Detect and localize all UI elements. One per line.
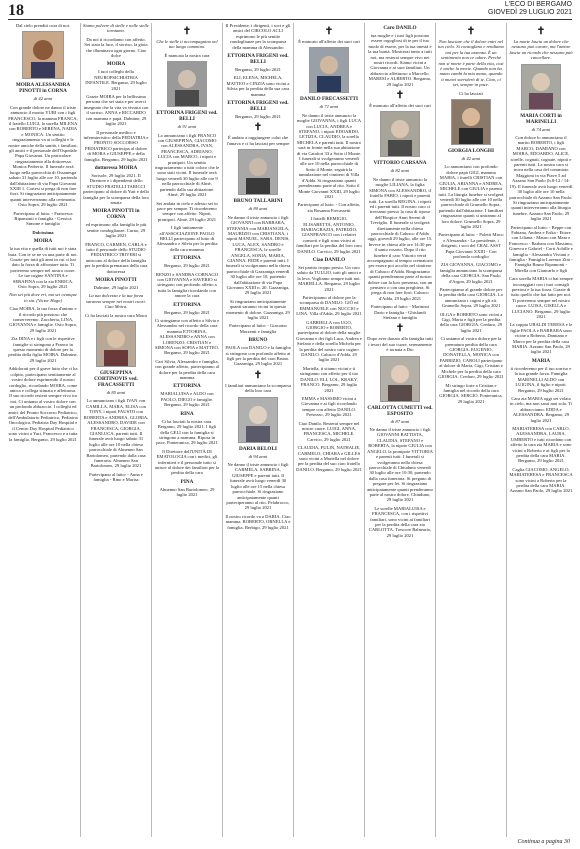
portrait-photo — [167, 61, 207, 107]
notice-text: Il Presidente, i dirigenti, i soci e gli amici del CIRCOLO ACLI esprimono le più sentite condoglianze per la scomparsa della mamma di Alessandro — [225, 23, 291, 50]
deceased-name: BRUNO — [248, 337, 268, 344]
notice-text: È mancata la nostra cara — [164, 52, 210, 58]
notice-text: ti ricorderemo per il tuo sorriso e la tua grande forza. Famiglia MARINELLI ALDO con LUIGINA, il figlio e nipoti. Bergamo, 29 luglio 2021 — [510, 365, 572, 393]
notice-text: Ciao Danilo. Resterai sempre nel nostro cuore. LUIGI, ANNA, FRANCESCA, MICHELE. Carvico, 29 luglio 2021 — [298, 420, 360, 442]
quote-text: La morte lascia un dolore che nessuno può curare, ma l'amore lascia un ricordo che nessuno può cancellare. — [509, 39, 573, 61]
column-divider — [506, 23, 507, 837]
notice-text: la tua vita e quella di tutti noi è stata buia. Con te se ne va una parte di noi. Grazie per tutti gli anni in cui ci hai dato la forza di affrontare tutto. Ti porteremo sempre nel nostro cuore. Le tue cugine SANTINA e SERAFINA con la zia ENRICA. Osio Sopra, 29 luglio 2021 — [8, 246, 78, 289]
notice-text: EMMA e MASSIMO vicini a Giovanna e ai figli ricordando sempre con affetto DANILO. Presezzo, 29 luglio 2021 — [301, 395, 357, 418]
notice-text: OLGA e ROBERTO sono vicini a Gigi, Maria e figli per la perdita della cara GIORGIA. Credaro, 29 luglio 2021 — [439, 311, 503, 333]
section-heading: Dolcissima — [32, 229, 54, 235]
column-divider — [293, 23, 294, 837]
deceased-name: ETTORINA FRIGENI ved. BELLI — [227, 100, 289, 113]
paper-name: L'ECO DI BERGAMO — [504, 1, 572, 8]
notice-text: PAOLA con DANILO e la famiglia si stringono con profondo affetto ai figli per la perdita del caro Bruno. Gazzaniga, 29 luglio 2021 — [225, 345, 291, 367]
notice-text: Ne danno il triste annuncio i figli GIOVANNI con BARBARA, STEFANIA con MARIANGELA, MAURIZIO con CRISTIANA, i nipoti MANUEL, SARA, DENIS, LUCA, ALEX, SANDRO e FRANCESCA, le sorelle ANGELA, SONIA, MARIA, GIANNA, FEDE e parenti tutti. I funerali si svolgeranno nella chiesa parrocchiale di Gazzaniga venerdì 30 luglio alle ore 10, partendo dall'abitazione di via Papa Giovanni XXIII n. 20. Gazzaniga, 29 luglio 2021 — [225, 214, 291, 296]
notice-text: Ne danno il triste annuncio i figli CARMELA, SABRINA, GIUSEPPE e parenti tutti. Il funerale avrà luogo venerdì 30 luglio alle ore 15 nella chiesa parrocchiale. Si ringraziano anticipatamente quanti parteciperanno al rito. Pelabrocco, 29 luglio 2021 — [226, 462, 290, 511]
deceased-name: MOIRA — [33, 238, 53, 245]
notice-text: Bergamo, 29 luglio 2021 — [235, 67, 281, 73]
deceased-name: BRUNO TALLARINI — [233, 198, 283, 205]
notice-text: Bergamo, 29 luglio 2021 — [235, 114, 281, 120]
notice-text: Lo annunciano i figli FRANCO con GIUSEPPINA, GIACOMO con ALESSANDRA, IVAN, FRANCESCA, ADRIANO, LUCIA con MARCO, i nipoti e pronipoti. Un sentito ringraziamento a tutti coloro che le sono stati vicini. Il funerale avrà luogo venerdì 30 luglio alle ore 9 nella parrocchiale di Almè, partendo dalla sua abitazione. Almè, 29 luglio 2021 — [154, 132, 220, 198]
notice-text: Mi stringo forte a Cristian e famiglia nel ricordo della cara GIORGIA. SERGIO. Ponteranica, 29 luglio 2021 — [439, 382, 503, 404]
deceased-name: MOIRA PINOTTI in CORNA — [92, 208, 140, 221]
portrait-photo — [380, 111, 420, 157]
notice-text: GABRIELLA con UGO, GIORGIO e ROBERTO, partecipano al dolore della moglie Giovanna e dei figli Luca, Andrea e Stefano e della sorella Michela per la perdita del nostro caro cugino DANILO. Calusco d'Adda, 29 luglio 2021 — [296, 319, 362, 363]
deceased-name: GIORGIA LONGHI — [448, 148, 494, 155]
deceased-age: di 85 anni — [106, 390, 126, 396]
column-5 — [296, 23, 362, 835]
participants-text: Partecipano al lutto: - Beppe con Fabiana, Andrea e Erika - Ettore con Liliana - Mauro con Mara e Francesco - Barbara con Massimo, Ginevra e Gabriel - Corti Achille e famiglia - Alessandra Viviani e famiglia - Famiglia Lorenzo Zini - Famiglia Bruno Ripamonti - Mirella con Giancarlo e figli — [509, 224, 573, 273]
notice-text: Ci ha lasciati — [459, 90, 483, 96]
deceased-name: ETTORINA FRIGENI ved. BELLI — [156, 110, 218, 123]
masthead — [488, 1, 572, 17]
notice-text: Partecipiamo al grande dolore per la perdita della cara GIORGIA. Lo annunciano i cugini e gli zii. Grumello Sopra, 29 luglio 2021 — [438, 287, 504, 309]
deceased-age: di 74 anni — [531, 126, 551, 132]
column-3 — [154, 23, 220, 835]
cross-icon: ✝ — [324, 26, 334, 37]
notice-text: Almenno San Bartolomeo, 29 luglio 2021 — [159, 486, 215, 498]
notice-text: Ci stringiamo con affetto a Silvia e Alessandro nel ricordo della cara mamma ETTORINA. ALESSANDRO e ANNA con LORENZO, CRISTIAN e SIMONA con SOFIA e MATTEO. Bergamo, 29 luglio 2021 — [154, 318, 220, 356]
deceased-name: ETTORINA — [173, 255, 201, 262]
cross-icon: ✝ — [182, 26, 192, 37]
column-divider — [222, 23, 223, 837]
notice-text: Si ringraziano anticipatamente quanti saranno vicini in questo momento di dolore. Gazzaniga, 29 luglio 2021 — [226, 298, 290, 320]
page-number: 18 — [8, 2, 24, 19]
notice-text: Ne danno il triste annuncio i figli GIOVANNI BATTISTA, CLAUDIA, STEFANO e ROBERTA, la nipote GIULIA con ANGELO, la pronipote VITTORIA e parenti tutti. I funerali si svolgeranno nella chiesa parrocchiale di Chiuduno venerdì 30 luglio alle ore 10:30, partendo dalla casa funeraria. Si pregano di pregare per lei. Si ringraziano anticipatamente quanti prenderanno parte al nostro dolore. Chiuduno, 29 luglio 2021 — [367, 427, 433, 503]
cross-icon: ✝ — [253, 122, 263, 134]
notice-text: Cara sorella MARIA ci hai sempre incoraggiati con i tuoi consigli preziosi e la tua forza. Grazie di tutto quello che hai fatto per noi. Ti porteremo sempre nel nostro cuore. LUISA, GISELLA e LUCIANO. Bergamo, 29 luglio 2021 — [509, 276, 573, 320]
continued-notice: Continua a pagina 30 — [517, 839, 570, 845]
notice-text: FRANCO, CARMEN, CARLA e tutto il personale dello STUDIO PEDIATRICO TRIVERI si uniscono al dolore della famiglia per la perdita prematura della cara dottoressa — [84, 241, 148, 274]
notice-text: È mancato all'affetto dei suoi cari — [298, 39, 360, 44]
notice-text: Con grande dolore ne danno il triste annuncio il marito YURI con i figli FRANCESCO, la mamma FRANCA, il fratello LUIGI, la sorella MILENA con ROBERTO e SERENA, NADIA e MONICA. Un sentito ringraziamento va ai colleghi e le nostre amiche della sanità, i familiari, gli amici e il personale dell'Ospedale Papa Giovanni. Un particolare ringraziamento alla dottoressa Monica Pedrerio. Il funerale avrà luogo nella parrocchia di Ossanesga sabato 31 luglio alle ore 10, partendo dall'abitazione di via Papa Giovanni XXIII 1. Cortesi si prega di non fare fiori. Si ringraziano anticipatamente quanti interverranno alla cerimonia. Osio Sopra, 29 luglio 2021 — [8, 104, 78, 208]
notice-text: Sei partito troppo presto. Un caro saluto da TULLIO, tutti gli amici e la leva. Vogliamo sempre tutti noi. MARIELLA. Bergamo, 29 luglio 2021 — [296, 264, 362, 292]
notice-text: Ci ha lasciati la nostra cara Moira — [85, 312, 147, 318]
portrait-photo — [96, 321, 136, 367]
deceased-name: GIUSEPPINA CORTINOVIS ved. FRACASSETTI — [94, 370, 138, 389]
quote-text: Siamo polvere di stelle e nelle stelle torniamo. — [83, 23, 149, 34]
deceased-age: di 94 anni — [248, 453, 268, 459]
cross-icon: ✝ — [536, 26, 546, 37]
quote-text: Che le stelle ti accompagnino nel tuo lungo cammino. — [156, 39, 218, 50]
deceased-age: di 42 anni — [461, 156, 481, 162]
quote-text: La tua dolcezza e la tua forza saranno sempre nei nostri cuori. Ciao Moira. — [86, 293, 146, 310]
cross-icon: ✝ — [395, 323, 405, 335]
deceased-age: di 82 anni — [390, 168, 410, 174]
deceased-name: Ciao DANILO — [312, 256, 346, 263]
page-header — [0, 0, 580, 22]
notice-text: Da noi ti ricordiamo con affetto. Sei stata la luce, il sorriso, la gioia che illuminava ogni giorno. Ciao dolce — [84, 36, 148, 59]
portrait-photo — [309, 47, 349, 93]
column-divider — [80, 23, 81, 837]
column-6 — [367, 23, 433, 835]
deceased-age: di 71 anni — [319, 104, 339, 110]
notice-text: Ne danno il triste annuncio la moglie LILIANA, la figlia SIMONA con ALESSANDRO, il fratello FABIO, i nipoti e parenti tutti. La sorella REGINA, i nipoti ed i parenti tutti. Il nostro caro ci troviamo presso la casa di riposo dell'Hospice Anni Sereni di Treviglio. Il funerale si svolgerà direttamente nella chiesa parrocchiale di Calusco d'Adda oggi, giovedì 29 luglio, alle ore 15. Invece in chiesa alle ore 14:30 per il santo rosario. Dopo il rito funebre il caro Vittorio verrà accompagnato al tempio crematorio per essere poi accolto nel cimitero di Calusco d'Adda. Ringraziamo quanti prenderanno parte al nostro dolore con la loro presenza, con un pensiero o con una preghiera. Si prega di non fare fiori. Calusco d'Adda, 29 luglio 2021 — [367, 176, 433, 301]
deceased-name: MOIRA ALESSANDRA PINOTTI in CORNA — [15, 82, 71, 95]
notice-text: Bergamo, 29 luglio 2021 — [164, 263, 210, 269]
deceased-name: ETTORINA — [173, 383, 201, 390]
notice-text: Le sorelle MARIALUISA e FRANCESCA, con i rispettivi familiari, sono vicini ai familiari per la perdita della cara zia CARLOTTA. Trescore Balneario, 29 luglio 2021 — [368, 505, 432, 538]
notice-text: Bergamo, 29 luglio 2021 — [164, 309, 210, 315]
portrait-photo — [451, 99, 491, 145]
deceased-name: RINA — [180, 410, 194, 417]
deceased-name: DARIA BELOLI — [239, 445, 277, 452]
notice-text: I figli unitamente all'ASSOCIAZIONE PAOLO BELLI partecipano al lutto di Alessandro e Silvia per la perdita della cara mamma — [156, 225, 218, 252]
deceased-name: Caro DANILO — [383, 25, 417, 31]
deceased-name: DANILO FRECASSETTI — [299, 96, 359, 103]
deceased-name: MOIRA PINOTTI — [95, 277, 137, 284]
participants-text: Partecipano al lutto: - Marinoni Dario e famiglia - Ghislandi Stefano e famiglia — [371, 304, 429, 321]
column-4 — [225, 23, 291, 835]
notice-text: Zia DINA e i figli con le rispettive famiglie si stringono a Franco in questo momento di dolore per la perdita della figlia MOIRA. Dalmine, 29 luglio 2021 — [8, 336, 78, 363]
notice-text: Lo annunciano i figli IVAN con CAMILLA, MARA, ELISA con TONY, i nipoti FAUSTO con ROBERTA e ANDREA, GLORIA, ALESSANDRO, DAVIDE con FRANCESCA, GIORGIA, GIANLUCA, parenti tutti. Il funerale avrà luogo sabato 31 luglio alle ore 10 nella chiesa parrocchiale di Almenno San Bartolomeo, partendo dalla casa funeraria. Almenno San Bartolomeo, 29 luglio 2021 — [83, 398, 149, 469]
notice-text: Ne danno il triste annuncio la moglie GIOVANNA, i figli LUCA con LUCIA, ANDREA e STEFANO, i nipoti EDOARDO, LETIZIA, CLAUDIO, la sorella MICHELA e parenti tutti. Il nostro sarà in fronte nella sua abitazione di via Catafori 33 a Sotto il Monte. I funerali si svolgeranno venerdì alle ore 10 nella parrocchiale di Sotto il Monte, seguirà la tumulazione nel cimitero di Villa d'Adda. Si ringraziano quanti prenderanno parte al rito. Sotto il Monte Giovanni XXIII, 29 luglio 2021 — [296, 112, 362, 199]
deceased-name: MOIRA — [106, 61, 126, 68]
portrait-photo — [238, 149, 278, 195]
column-2 — [83, 23, 149, 835]
notice-text: I tuoi colleghi della NEUROPSICHIATRIA INFANTILE. Bergamo, 29 luglio 2021 — [85, 69, 147, 91]
deceased-name: MARIA — [531, 357, 551, 364]
cross-icon: ✝ — [253, 369, 263, 381]
notice-text: ed esprimono alla famiglia le più sentite condoglianze. Curno, 29 luglio 2021 — [85, 222, 147, 239]
issue-date: GIOVEDÌ 29 LUGLIO 2021 — [487, 9, 572, 16]
participants-text: Partecipano al lutto: - Poletti Mirco e Alessandra - La presidente, i dirigenti, i soci del CRAL ASST Papa Giovanni XXIII - Con profondo cordoglio — [438, 232, 504, 259]
portrait-photo — [22, 31, 64, 79]
column-divider — [435, 23, 436, 837]
notice-text: Dopo aver donato alla famiglia tutti i tesori del suo cuore, serenamente è tornata a Dio — [367, 336, 433, 353]
deceased-age: di 80 anni — [248, 206, 268, 212]
notice-text: Addolorati per il grave lutto che ci ha colpito, partecipano sentitamente al vostro dolore esprimendo il nostro cordoglio, ricordando MOIRA, come amica e collega stimata e affettuosa. Il suo ricordo resterà sempre vivo tra noi. Ci uniamo al vostro dolore con un profondo abbraccio. I colleghi ed amici del Pronto Soccorso Pediatrico, dell'Ambulatorio Pediatrico, Pediatria Oncologica, Pediatria Day Hospital e il Centro Day Hospital Pediatrico sono vicini a Yuri, Francesco e a tutta la famiglia. Bergamo, 29 luglio 2021 — [8, 366, 78, 442]
quote-text: Non lasciare che il dolore entri nel tuo cielo. Si consoglano e rendiamo noi per la tua assenza. È un sentimento non ce odore. Perché non si morte è parte della vita, così è anche la morte. Quando non ha mano cambi la mia mano, quando ti muovi sorriderò di te. Ciao, ci sei, sempre in pace. — [438, 39, 504, 88]
deceased-name: CARLOTTA CUMETTI ved. ESPOSITO — [367, 404, 433, 417]
notice-text: È andato a raggiungere colui che l'amava e ci ha lasciati per sempre — [226, 135, 290, 146]
column-8 — [509, 23, 573, 835]
notice-text: Sorisole, 29 luglio 2021. Il Direttore e i dipendenti dello STUDIO FRATELLI TARICCI partecipano al dolore di Yuri e della famiglia per la scomparsa della loro amata — [83, 172, 149, 205]
notice-text: Con dolore lo annunciano il marito ROBERTO, i figli MARCO, DAMIANO con MOIRA, EDOARDO, ALICE, sorelle, cognati, cognate, nipoti e parenti tutti. La nostra cara si trova nella casa del commiato Maggioni in via Piave 5 ad Azzano San Paolo (h.8-12 / 14-19). Il funerale avrà luogo venerdì 30 luglio alle ore 10 nella parrocchiale di Azzano San Paolo. Si ringraziano anticipatamente quanti interverranno alla liturgia funebre. Azzano San Paolo, 29 luglio 2021 — [509, 135, 573, 222]
notice-text: MARIALUISA e ALDO con PAOLO, DIEGO e famiglie. Bergamo, 29 luglio 2021 — [160, 391, 214, 408]
notice-text: Grazie MOIRA per la bellissima persona che sei stata e per averci insegnato che la vita va vissuta con il sorriso. ANNA e RICCARDO con mamma e papà. Dalmine, 29 luglio 2021 — [83, 94, 149, 127]
participants-text: Partecipano al lutto: - Anna e famiglia - Rino e Marisa — [89, 471, 143, 483]
notice-text: Il Direttore dell'UNITÀ DI EMATOLOGIA con i medici, gli infermieri e il personale tutto si unisce al dolore dei familiari per la perdita della cara — [154, 448, 220, 476]
portrait-photo — [238, 397, 278, 443]
column-divider — [151, 23, 152, 837]
participants-text: Partecipano al lutto: - Francesca Ripamonti e famiglia - Gessica Simone e famiglia — [13, 210, 73, 227]
portrait-photo — [380, 356, 420, 402]
notice-text: Ciao MOIRA, la tua forza d'animo e il ricordo più prezioso che conserveremo. Zaccheria, LINA, GIOVANNA e famiglie. Osio Sopra, 29 luglio 2021 — [9, 306, 77, 333]
notice-text: Ci uniamo al vostro dolore per la prematura perdita della cara GIORGIA. EUGENIO, DONATELLA, MONICA con FABRIZIO, CAROLI partecipano al dolore di Maria, Gigi, Cristian e Michele per la perdita della cara GIORGIA. Credaro, 29 luglio 2021 — [438, 336, 504, 380]
notice-text: CLAUDIA, FULIN, NATHALIE, CARMELO, CHIARA e GILLES sono vicini a Mariella nel dolore per la perdita del suo caro fratello DANILO. Bergamo, 29 luglio 2021 — [296, 445, 362, 472]
participants-text: Partecipano al lutto: - Giacomo Morzenti e famiglia — [229, 323, 287, 334]
column-divider — [364, 23, 365, 837]
cross-icon: ✝ — [395, 90, 405, 102]
notice-text: Caglia GIACOMO, ANGELO, MARIATERESA e FRANCESCA sono vicini a Roberto per la perdita della cara MARIA. Azzano San Paolo, 29 luglio 2021 — [509, 466, 573, 494]
notice-text: La coppia UBALDI TERESA e le figlie PAOLA e BARBARA sono vicine a Roberto, Damiano e Marco per la perdita della cara MARIA. Azzano San Paolo, 29 luglio 2021 — [509, 322, 573, 355]
notice-text: Il personale medico e infermieristico della PEDIATRIA e PRONTO SOCCORSO PEDIATRICO partecipa al dolore di MORA e GIUSEPPE e della famiglia. Bergamo, 29 luglio 2021 — [83, 129, 149, 162]
deceased-age: di 42 anni — [33, 96, 53, 102]
notice-text: È mancato all'affetto dei suoi cari — [369, 103, 431, 109]
deceased-age: di 91 anni — [177, 124, 197, 130]
portrait-photo — [521, 64, 561, 110]
notice-text: Cara zia MARIA oggi sei volata in cielo, ma non sarai mai sola. Ti abbracciamo. EDDA e ALESSANDRA. Bergamo, 29 luglio 2021 — [509, 395, 573, 423]
quote-text: Non sei più dove eri, ma sei ovunque io sia. (Victor Hugo) — [9, 292, 77, 303]
deceased-name: ETTORINA — [173, 301, 201, 308]
deceased-name: dottoressa MOIRA — [94, 164, 138, 171]
deceased-name: MARIA CORTI in MARINELLI — [520, 112, 562, 125]
deceased-name: VITTORIO CARSANA — [373, 160, 427, 167]
header-rule — [8, 19, 572, 20]
notice-text: MARIATERESA con CARLO, ALESSANDRA, LAURA, UMBERTO e tutti ricordano con affetto la cara zia MARIA e sono vicini a Roberto e ai figli per la perdita della cara MARIA. Bergamo, 29 luglio 2021 — [510, 425, 572, 464]
notice-text: Dalmine, 29 luglio 2021 — [93, 285, 139, 291]
notice-text: Ci ha lasciati la nostra cara. Bergamo, 29 luglio 2021. I figli della GELI con la famiglia si stringono a mamma. Riposa in pace. Ponteranica, 29 luglio 2021 — [156, 418, 218, 446]
notice-text: I familiari annunciano la scomparsa della loro cara — [225, 382, 291, 394]
notice-text: ZIA GIOVANNA, GIACOMO e famiglia annunciano la scomparsa della cara GIORGIA. San Paolo d'Argon, 29 luglio 2021 — [439, 262, 503, 284]
notice-text: Sei andata in cielo e adesso sei in pace per sempre. Ti ricorderemo sempre con affetto. Nipoti, pronipoti. Almè, 29 luglio 2021 — [156, 200, 218, 222]
notice-text: Mariella, ti stiamo vicini e ti stringiamo con affetto per il tuo DANILO. ELI, LOL, KRAKY, FRANCO. Bergamo, 29 luglio 2021 — [299, 365, 359, 393]
notice-text: ELI, ELENA, MICHELA, MATTEO e CINZIA sono vicini a Silvia per la perdita della sua cara mamma — [226, 75, 290, 97]
notice-text: RENZO e SANDRA CORNAGO con GIOVANNA e SAVERIO si stringono con profondo affetto a tutta la famiglia ricordando con amore la cara — [155, 271, 219, 299]
notice-text: I fratelli REMIGIO, ELISABETTA, ANTONIO, MARIAGRAZIA, PATRIZIO, GIANFRANCO con i relativi consorti e figli sono vicini ai familiari per la perdita del loro caro DANILO. Carvico, 29 luglio 2021 — [296, 216, 362, 254]
participants-text: Partecipano al lutto: - Con affetto, zia Rosanna Frecassetti — [297, 202, 361, 213]
deceased-age: di 87 anni — [390, 418, 410, 424]
column-1 — [8, 23, 78, 835]
deceased-name: ETTORINA FRIGENI ved. BELLI — [227, 53, 289, 66]
column-7 — [438, 23, 504, 835]
cross-icon: ✝ — [466, 26, 476, 37]
notice-text: Partecipiamo al dolore per la scomparsa di DANILO. GIÒ ed EMMANUELE con NUCCIO e LINA. Villa d'Adda, 29 luglio 2021 — [296, 295, 362, 317]
notice-text: Cari Silvia, Alessandro e famiglia, con grande affetto, partecipiamo al dolore per la perdita della cara mamma — [154, 358, 220, 381]
deceased-name: PINA — [180, 478, 194, 485]
intro-text: Dal cielo prenditi cura di noi. — [15, 23, 71, 28]
notice-text: Lo annunciano con profondo dolore papà GIGI, mamma MARIA, i fratelli CRISTIAN con GIULIA, ARIANNA e ANDREA, MICHELE con GIULIA e parenti tutti. La liturgia funebre si svolgerà venerdì 30 luglio alle ore 10 nella parrocchiale di Grumello Sopra, partendo dall'abitazione. I familiari ringraziano quanti si uniranno al loro dolore. Grumello Sopra, 29 luglio 2021 — [438, 164, 504, 229]
notice-text: Il nostro ricordo va a DARIA. Ciao mamma. ROBERTO, ORNELLA e famiglia. Berbigo, 29 luglio 2021 — [225, 513, 291, 530]
notice-text: tua moglie e i tuoi figli possono essere orgogliosi di te per il tuo modo di essere, per la tua onestà e la tua bontà. Mostrerai tanto a tutti noi, ma resterai sempre vivo nei nostri ricordi. Siamo vicini a Giovanna e ai suoi familiari. Un abbraccio affettuoso a Marcello. MARESI e ALBERTO. Bergamo, 29 luglio 2021 — [368, 33, 432, 87]
